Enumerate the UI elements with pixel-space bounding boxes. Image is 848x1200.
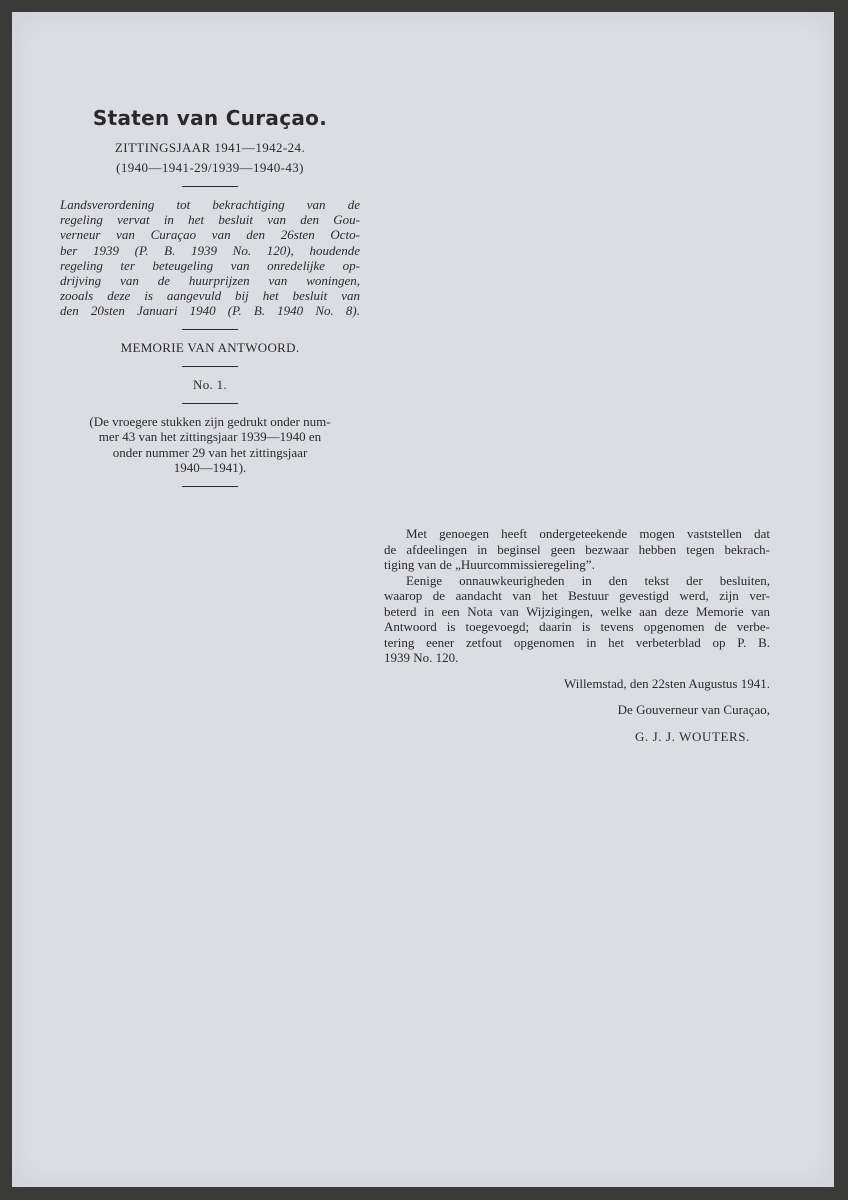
memorie-heading: MEMORIE VAN ANTWOORD. [120, 339, 300, 355]
ordinance-title [60, 197, 360, 319]
body-text [384, 526, 770, 744]
body-line: tering eener zetfout opgenomen in het verbeterblad op P. B. [384, 634, 770, 650]
body-line: tiging van de „Huurcommissieregeling”. [384, 557, 595, 572]
ordinance-line: verneur van Curaçao van den 26sten Octo- [60, 227, 360, 243]
signatory-name: G. J. J. WOUTERS. [634, 728, 750, 744]
note-line: mer 43 van het zittingsjaar 1939—1940 en [98, 429, 322, 445]
document-numbers: (1940—1941-29/1939—1940-43) [116, 160, 304, 175]
note-line: (De vroegere stukken zijn gedrukt onder num- [89, 413, 331, 429]
divider [182, 486, 238, 487]
ordinance-line: zooals deze is aangevuld bij het besluit van [60, 288, 360, 304]
session-year: ZITTINGSJAAR 1941—1942-24. [114, 140, 306, 155]
body-line: Antwoord is toegevoegd; daarin is tevens opgenomen de verbe- [384, 619, 770, 634]
divider [182, 366, 238, 367]
body-line: beterd in een Nota van Wijzigingen, welke aan deze Memorie van [384, 603, 770, 619]
note-line: 1940—1941). [173, 460, 247, 476]
note-line: onder nummer 29 van het zittingsjaar [112, 444, 308, 460]
body-line: de afdeelingen in beginsel geen bezwaar hebben tegen bekrach- [384, 541, 770, 557]
divider [182, 329, 238, 330]
header-column [60, 106, 360, 497]
ordinance-line: regeling ter beteugeling van onredelijke op- [60, 257, 360, 273]
ordinance-line: den 20sten Januari 1940 (P. B. 1940 No. 8). [60, 303, 360, 319]
earlier-documents-note [60, 414, 360, 476]
document-title: Staten van Curaçao. [92, 106, 328, 130]
signatory-role: De Gouverneur van Curaçao, [617, 702, 770, 717]
place-date: Willemstad, den 22sten Augustus 1941. [563, 675, 770, 691]
ordinance-line: drijving van de huurprijzen van woningen, [60, 273, 360, 289]
body-line: Eenige onnauwkeurigheden in den tekst der besluiten, [406, 572, 770, 588]
body-line: Met genoegen heeft ondergeteekende mogen vaststellen dat [406, 526, 770, 541]
body-line: waarop de aandacht van het Bestuur gevestigd werd, zijn ver- [384, 588, 770, 603]
ordinance-line: ber 1939 (P. B. 1939 No. 120), houdende [60, 242, 360, 258]
divider [182, 403, 238, 404]
document-number: No. 1. [193, 376, 227, 392]
document-page [12, 12, 834, 1187]
body-line: 1939 No. 120. [384, 650, 459, 665]
ordinance-line: Landsverordening tot bekrachtiging van de [60, 197, 360, 212]
ordinance-line: regeling vervat in het besluit van den Gou- [60, 212, 360, 228]
divider [182, 186, 238, 187]
